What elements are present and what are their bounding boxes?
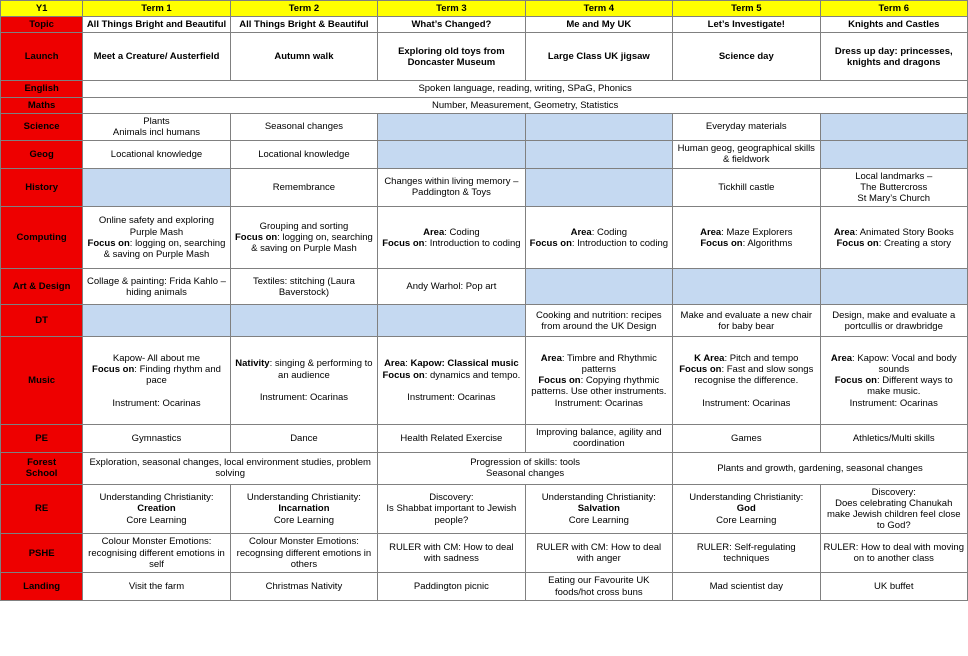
computing-focus-label-2: Focus on	[235, 232, 278, 244]
row-label-science: Science	[1, 113, 83, 140]
table-row-music	[1, 337, 968, 425]
row-label-geog: Geog	[1, 141, 83, 168]
computing-colon-4: :	[571, 237, 578, 249]
column-header-term-3: Term 3	[378, 1, 525, 17]
cell-forest-terms-5-6: Plants and growth, gardening, seasonal changes	[673, 452, 968, 484]
re-bold-4: Salvation	[577, 503, 620, 515]
cell-re-term-3	[378, 484, 525, 534]
computing-focus-5: Algorithms	[747, 237, 793, 249]
re-bold-1: Creation	[137, 503, 176, 515]
cell-computing-term-1	[83, 207, 230, 269]
cell-launch-term-3: Exploring old toys from Doncaster Museum	[378, 33, 525, 81]
year-label: Y1	[1, 1, 83, 17]
computing-focus-1: logging on, searching & saving on Purple Mash	[103, 237, 226, 260]
computing-area-colon-3: :	[444, 226, 450, 238]
music-area-label-3: Area	[384, 358, 406, 370]
computing-area-label-4: Area	[570, 226, 592, 238]
re-line3-4: Core Learning	[568, 514, 629, 526]
table-header-row	[1, 1, 968, 17]
column-header-term-1: Term 1	[83, 1, 230, 17]
cell-topic-term-3: What’s Changed?	[378, 17, 525, 33]
science-animals-label: Animals incl humans	[112, 127, 201, 139]
table-row-maths	[1, 97, 968, 113]
table-row-english	[1, 81, 968, 97]
computing-area-colon-5: :	[721, 226, 727, 238]
row-label-forest-school: Forest School	[1, 452, 83, 484]
column-header-term-5: Term 5	[673, 1, 820, 17]
cell-topic-term-5: Let’s Investigate!	[673, 17, 820, 33]
cell-art-term-5	[673, 269, 820, 305]
cell-computing-term-6	[820, 207, 967, 269]
computing-colon-5: :	[742, 237, 748, 249]
cell-landing-term-2: Christmas Nativity	[230, 573, 377, 601]
row-label-pshe: PSHE	[1, 534, 83, 573]
cell-forest-terms-1-2: Exploration, seasonal changes, local environment studies, problem solving	[83, 452, 378, 484]
cell-computing-term-2	[230, 207, 377, 269]
music-area-label-6: Area	[830, 352, 853, 364]
music-focus-3: dynamics and tempo.	[429, 369, 521, 381]
cell-pe-term-1: Gymnastics	[83, 425, 230, 452]
history-local-landmarks-line1: Local landmarks –	[855, 170, 933, 182]
re-line3-2: Core Learning	[273, 514, 335, 526]
table-row-re	[1, 484, 968, 534]
music-area-3: Kapow: Classical music	[410, 358, 519, 370]
music-lead-1: Kapow- All about me	[112, 352, 201, 364]
cell-dt-term-4: Cooking and nutrition: recipes from around the UK Design	[525, 305, 672, 337]
cell-pe-term-5: Games	[673, 425, 820, 452]
computing-plain-2: Grouping and sorting	[259, 220, 349, 232]
cell-geog-term-5: Human geog, geographical skills & fieldwork	[673, 141, 820, 168]
cell-history-term-4	[525, 168, 672, 207]
computing-colon-1: :	[129, 237, 136, 249]
cell-art-term-4	[525, 269, 672, 305]
cell-pshe-term-5: RULER: Self-regulating techniques	[673, 534, 820, 573]
music-colon-3: :	[424, 369, 430, 381]
forest-seasonal-label: Seasonal changes	[486, 468, 565, 480]
cell-launch-term-2: Autumn walk	[230, 33, 377, 81]
history-local-landmarks-line2: The Buttercross	[860, 181, 928, 193]
cell-topic-term-2: All Things Bright & Beautiful	[230, 17, 377, 33]
row-label-topic: Topic	[1, 17, 83, 33]
cell-pe-term-2: Dance	[230, 425, 377, 452]
cell-pshe-term-1: Colour Monster Emotions: recognising different emotions in self	[83, 534, 230, 573]
cell-pe-term-6: Athletics/Multi skills	[820, 425, 967, 452]
cell-topic-term-6: Knights and Castles	[820, 17, 967, 33]
table-row-launch	[1, 33, 968, 81]
cell-landing-term-1: Visit the farm	[83, 573, 230, 601]
row-label-english: English	[1, 81, 83, 97]
table-row-dt	[1, 305, 968, 337]
computing-area-3: Coding	[449, 226, 480, 238]
re-line1-3: Discovery:	[429, 492, 474, 504]
cell-history-term-5: Tickhill castle	[673, 168, 820, 207]
cell-pshe-term-2: Colour Monster Emotions: recognsing different emotions in others	[230, 534, 377, 573]
column-header-term-6: Term 6	[820, 1, 967, 17]
cell-topic-term-1: All Things Bright and Beautiful	[83, 17, 230, 33]
re-bold-2: Incarnation	[278, 503, 330, 515]
computing-colon-2: :	[277, 232, 283, 244]
table-row-art-design	[1, 269, 968, 305]
cell-history-term-2: Remembrance	[230, 168, 377, 207]
cell-landing-term-6: UK buffet	[820, 573, 967, 601]
cell-music-term-2	[230, 337, 377, 425]
row-label-dt: DT	[1, 305, 83, 337]
cell-music-term-1	[83, 337, 230, 425]
music-area-6: Kapow: Vocal and body sounds	[857, 352, 957, 375]
music-instrument-1: Instrument: Ocarinas	[112, 397, 201, 409]
computing-area-5: Maze Explorers	[726, 226, 793, 238]
cell-launch-term-6: Dress up day: princesses, knights and dragons	[820, 33, 967, 81]
computing-area-colon-4: :	[591, 226, 597, 238]
cell-science-term-2: Seasonal changes	[230, 113, 377, 140]
cell-pshe-term-3: RULER with CM: How to deal with sadness	[378, 534, 525, 573]
cell-launch-term-1: Meet a Creature/ Austerfield	[83, 33, 230, 81]
cell-science-term-1	[83, 113, 230, 140]
cell-geog-term-1: Locational knowledge	[83, 141, 230, 168]
music-focus-label-3: Focus on	[382, 369, 425, 381]
table-row-forest-school	[1, 452, 968, 484]
row-label-pe: PE	[1, 425, 83, 452]
music-area-4: Timbre and Rhythmic patterns	[566, 352, 657, 375]
music-instrument-3: Instrument: Ocarinas	[407, 391, 496, 403]
music-bold-lead-2: Nativity	[235, 358, 270, 370]
cell-english-all-terms: Spoken language, reading, writing, SPaG, Phonics	[83, 81, 968, 97]
cell-music-term-3	[378, 337, 525, 425]
computing-area-label-5: Area	[700, 226, 722, 238]
cell-pshe-term-6: RULER: How to deal with moving on to another class	[820, 534, 967, 573]
cell-geog-term-4	[525, 141, 672, 168]
music-area-colon-5: :	[724, 352, 730, 364]
computing-colon-3: :	[424, 237, 430, 249]
re-line1-2: Understanding Christianity:	[246, 492, 361, 504]
computing-area-4: Coding	[596, 226, 628, 238]
music-instrument-4: Instrument: Ocarinas	[554, 397, 643, 409]
row-label-music: Music	[1, 337, 83, 425]
table-row-pe	[1, 425, 968, 452]
cell-computing-term-4	[525, 207, 672, 269]
cell-geog-term-2: Locational knowledge	[230, 141, 377, 168]
music-area-colon-6: :	[852, 352, 858, 364]
row-label-computing: Computing	[1, 207, 83, 269]
cell-art-term-3: Andy Warhol: Pop art	[378, 269, 525, 305]
cell-landing-term-5: Mad scientist day	[673, 573, 820, 601]
table-row-computing	[1, 207, 968, 269]
music-focus-label-5: Focus on	[679, 363, 722, 375]
music-lead-rest-2: : singing & performing to an audience	[269, 358, 373, 381]
cell-re-term-4	[525, 484, 672, 534]
table-row-science	[1, 113, 968, 140]
re-line1-1: Understanding Christianity:	[99, 492, 214, 504]
cell-computing-term-5	[673, 207, 820, 269]
cell-history-term-1	[83, 168, 230, 207]
music-focus-label-6: Focus on	[834, 375, 877, 387]
cell-art-term-1: Collage & painting: Frida Kahlo – hiding animals	[83, 269, 230, 305]
music-colon-6: :	[876, 375, 883, 387]
history-local-landmarks-line3: St Mary’s Church	[857, 193, 931, 205]
computing-focus-label-3: Focus on	[382, 237, 425, 249]
cell-dt-term-5: Make and evaluate a new chair for baby bear	[673, 305, 820, 337]
music-colon-5: :	[721, 363, 727, 375]
column-header-term-4: Term 4	[525, 1, 672, 17]
re-line1-6: Discovery:	[871, 486, 916, 498]
music-instrument-5: Instrument: Ocarinas	[702, 397, 791, 409]
music-focus-4: Copying rhythmic patterns. Use other instruments.	[531, 375, 667, 398]
cell-geog-term-6	[820, 141, 967, 168]
computing-focus-label-5: Focus on	[700, 237, 743, 249]
cell-music-term-5	[673, 337, 820, 425]
row-label-history: History	[1, 168, 83, 207]
music-focus-label-1: Focus on	[92, 363, 135, 375]
music-instrument-6: Instrument: Ocarinas	[849, 397, 938, 409]
cell-art-term-6	[820, 269, 967, 305]
cell-re-term-1	[83, 484, 230, 534]
cell-history-term-3: Changes within living memory – Paddington & Toys	[378, 168, 525, 207]
music-area-label-4: Area	[540, 352, 562, 364]
music-focus-1: Finding rhythm and pace	[139, 363, 221, 387]
cell-pshe-term-4: RULER with CM: How to deal with anger	[525, 534, 672, 573]
cell-re-term-2	[230, 484, 377, 534]
cell-pe-term-3: Health Related Exercise	[378, 425, 525, 452]
cell-dt-term-1	[83, 305, 230, 337]
computing-focus-6: Creating a story	[883, 237, 952, 249]
cell-launch-term-5: Science day	[673, 33, 820, 81]
computing-area-6: Animated Story Books	[859, 226, 954, 238]
computing-focus-4: Introduction to coding	[577, 237, 669, 249]
computing-colon-6: :	[878, 237, 884, 249]
music-colon-1: :	[134, 363, 140, 375]
re-line3-1: Core Learning	[126, 514, 187, 526]
row-label-re: RE	[1, 484, 83, 534]
re-line3-5: Core Learning	[716, 514, 777, 526]
music-area-5: Pitch and tempo	[729, 352, 799, 364]
cell-science-term-3	[378, 113, 525, 140]
music-area-label-5: K Area	[694, 352, 725, 364]
cell-geog-term-3	[378, 141, 525, 168]
music-focus-6: Different ways to make music.	[867, 375, 953, 398]
science-plants-label: Plants	[143, 115, 170, 127]
table-row-landing	[1, 573, 968, 601]
music-focus-5: Fast and slow songs recognise the difference.	[694, 363, 814, 387]
re-line1-5: Understanding Christianity:	[689, 492, 804, 504]
cell-science-term-5: Everyday materials	[673, 113, 820, 140]
music-focus-label-4: Focus on	[538, 375, 581, 387]
computing-focus-2: logging on, searching & saving on Purple Mash	[251, 232, 373, 255]
cell-music-term-4	[525, 337, 672, 425]
computing-area-label-6: Area	[833, 226, 855, 238]
cell-science-term-6	[820, 113, 967, 140]
cell-landing-term-3: Paddington picnic	[378, 573, 525, 601]
re-line1-4: Understanding Christianity:	[541, 492, 656, 504]
cell-launch-term-4: Large Class UK jigsaw	[525, 33, 672, 81]
cell-re-term-6	[820, 484, 967, 534]
music-instrument-2: Instrument: Ocarinas	[259, 391, 349, 403]
row-label-art-design: Art & Design	[1, 269, 83, 305]
re-line2-6: Does celebrating Chanukah make Jewish children feel close to God?	[826, 497, 961, 532]
table-row-topic	[1, 17, 968, 33]
cell-history-term-6	[820, 168, 967, 207]
forest-progression-label: Progression of skills: tools	[470, 456, 581, 468]
cell-re-term-5	[673, 484, 820, 534]
cell-music-term-6	[820, 337, 967, 425]
cell-computing-term-3	[378, 207, 525, 269]
cell-science-term-4	[525, 113, 672, 140]
computing-focus-label-6: Focus on	[836, 237, 879, 249]
table-row-pshe	[1, 534, 968, 573]
table-row-history	[1, 168, 968, 207]
table-row-geog	[1, 141, 968, 168]
column-header-term-2: Term 2	[230, 1, 377, 17]
computing-focus-label-4: Focus on	[529, 237, 572, 249]
row-label-maths: Maths	[1, 97, 83, 113]
computing-focus-label-1: Focus on	[87, 237, 130, 249]
re-line2-3: Is Shabbat important to Jewish people?	[386, 503, 517, 526]
cell-landing-term-4: Eating our Favourite UK foods/hot cross buns	[525, 573, 672, 601]
cell-art-term-2: Textiles: stitching (Laura Baverstock)	[230, 269, 377, 305]
cell-dt-term-3	[378, 305, 525, 337]
re-bold-5: God	[736, 503, 756, 515]
music-colon-4: :	[580, 375, 586, 387]
cell-maths-all-terms: Number, Measurement, Geometry, Statistics	[83, 97, 968, 113]
cell-pe-term-4: Improving balance, agility and coordination	[525, 425, 672, 452]
computing-focus-3: Introduction to coding	[429, 237, 521, 249]
computing-area-colon-6: :	[854, 226, 860, 238]
cell-dt-term-6: Design, make and evaluate a portcullis or drawbridge	[820, 305, 967, 337]
computing-plain-1: Online safety and exploring Purple Mash	[98, 215, 215, 238]
computing-area-label-3: Area	[423, 226, 445, 238]
cell-forest-terms-3-4	[378, 452, 673, 484]
row-label-launch: Launch	[1, 33, 83, 81]
row-label-landing: Landing	[1, 573, 83, 601]
cell-dt-term-2	[230, 305, 377, 337]
music-area-colon-3: :	[405, 358, 411, 370]
cell-topic-term-4: Me and My UK	[525, 17, 672, 33]
music-area-colon-4: :	[561, 352, 567, 364]
